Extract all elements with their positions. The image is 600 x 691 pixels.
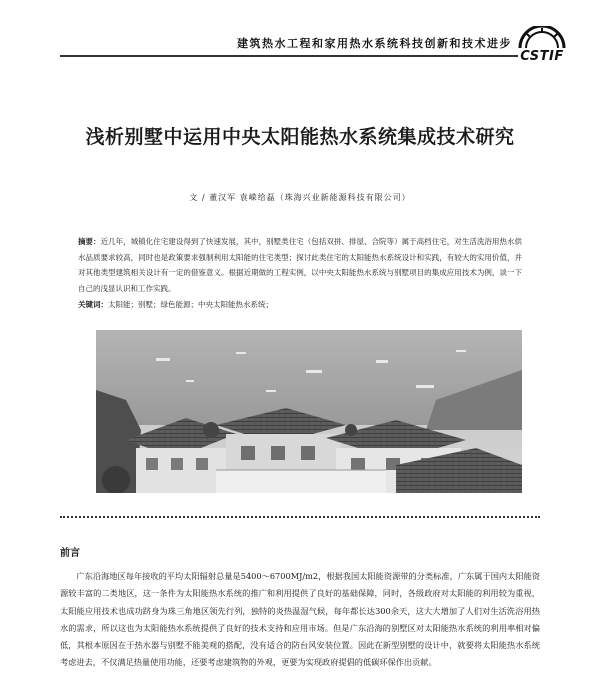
body-paragraph: 广东沿海地区每年接收的平均太阳辐射总量是5400～6700MJ/m2，根据我国太阳能资源带的分类标准，广东属于国内太阳能资源较丰富的二类地区，这一条件为太阳能热水系统的推广和利用提供了良好的基础保障，同时，各级政府对太阳能的利用较为重视，太阳能应用技术也成功跻身为珠三角地区领先行列，独特的炎热温湿气候，每年都长达300余天，这大大增加了人们对生活洗浴用热水的需求，所以这也为太阳能热水系统提供了良好的技术支持和应用市场。但是广东沿海的别墅区对太阳能热水系统的利用率相对偏低，其根本原因在于热水器与别墅不能美观的搭配，没有适合的防台风安装位置。因此在新型别墅的设计中，就要将太阳能热水系统考虑进去，不仅满足热量使用功能，还要考虑建筑物的外观，更要为实现政府提倡的低碳环保作出贡献。 [60,571,540,668]
keywords-label: 关键词： [78,300,108,309]
cstif-logo [512,26,572,66]
abstract-label: 摘要： [78,237,101,246]
villa-photo [96,330,522,493]
journal-header [60,26,600,66]
article-authors: 文 / 董汉军 袁嵘给磊（珠海兴业新能源科技有限公司） [189,193,411,202]
abstract-text: 近几年，城镇化住宅建设得到了快速发展，其中，别墅类住宅（包括双拼、排屋、合院等）属于高档住宅，对生活洗浴用热水供水品质要求较高，同时也是政策要求强制利用太阳能的住宅类型；探讨此类住宅的太阳能热水系统设计和实践，有较大的实用价值，并对其他类型建筑相关设计有一定的借鉴意义。根据近期做的工程实例，以中央太阳能热水系统与别墅项目的集成应用技术为例，谈一下自己的浅显认识和工作实践。 [78,237,522,293]
keywords-text: 太阳能；别墅；绿色能源；中央太阳能热水系统； [108,300,273,309]
villa-rooftops-photo-icon [96,330,522,493]
header-rule [60,55,518,57]
article-title: 浅析别墅中运用中央太阳能热水系统集成技术研究 [85,126,515,148]
keywords [78,298,522,312]
journal-series-title: 建筑热水工程和家用热水系统科技创新和技术进步 [237,37,512,50]
section-divider [60,516,540,518]
section-heading-foreword: 前言 [60,548,80,559]
logo-wordmark: CSTIF [520,49,564,64]
abstract [78,234,522,296]
